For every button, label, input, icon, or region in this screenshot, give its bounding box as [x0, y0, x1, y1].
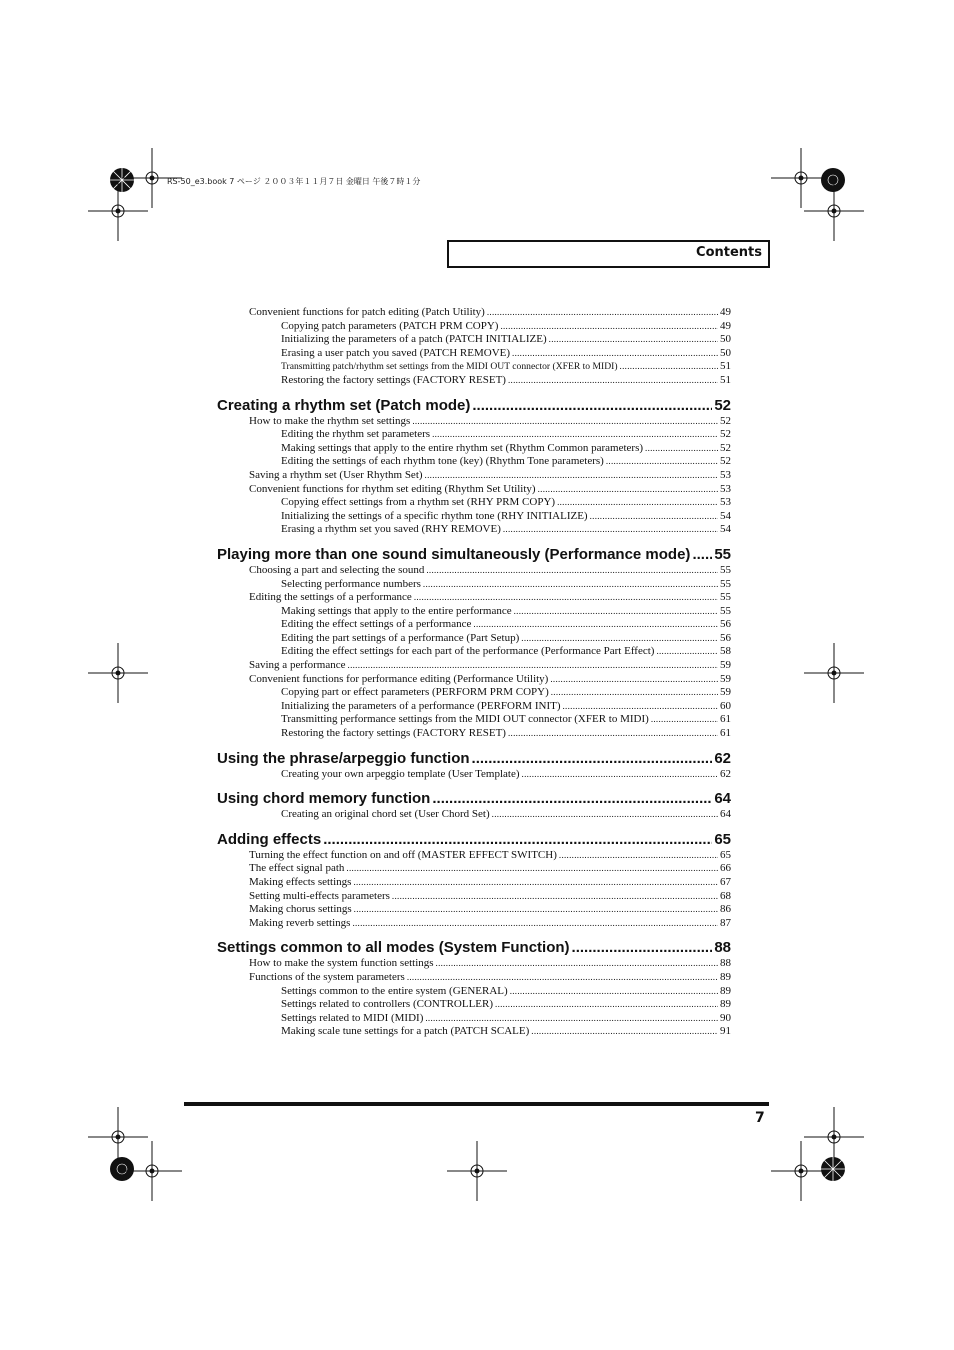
toc-entry — [217, 876, 731, 890]
toc-entry — [217, 306, 731, 320]
toc-entry-page: 55 — [720, 604, 731, 617]
crosshair-mark-middle-right — [804, 643, 864, 703]
toc-entry-page: 62 — [714, 749, 731, 767]
toc-entry — [217, 347, 731, 361]
toc-entry — [217, 659, 731, 673]
toc-leader-dots — [432, 428, 718, 442]
toc-section-heading — [217, 830, 731, 849]
toc-entry-title: Convenient functions for performance editing (Performance Utility) — [249, 672, 549, 685]
crosshair-mark-middle-left — [88, 643, 148, 703]
toc-entry-title: Editing the part settings of a performance (Part Setup) — [281, 631, 520, 644]
toc-entry-page: 53 — [720, 482, 731, 495]
toc-leader-dots — [354, 903, 718, 917]
toc-entry-title: Making settings that apply to the entire rhythm set (Rhythm Common parameters) — [281, 441, 644, 454]
toc-entry-page: 50 — [720, 333, 731, 346]
toc-entry — [217, 890, 731, 904]
toc-leader-dots — [414, 591, 718, 605]
toc-entry-title: Making effects settings — [249, 876, 352, 888]
toc-leader-dots — [346, 862, 718, 876]
table-of-contents — [217, 306, 731, 1039]
toc-entry-title: Editing the effect settings of a performance — [281, 618, 472, 631]
toc-section-heading — [217, 396, 731, 415]
toc-entry — [217, 808, 731, 822]
toc-leader-dots — [692, 545, 712, 564]
toc-entry-title: Editing the effect settings for each part of the performance (Performance Part Effect) — [281, 645, 655, 658]
footer-rule — [184, 1102, 769, 1106]
toc-entry-title: Creating an original chord set (User Chord Set) — [281, 808, 490, 821]
toc-entry-title: Copying effect settings from a rhythm set (RHY PRM COPY) — [281, 496, 556, 509]
toc-entry-page: 52 — [720, 455, 731, 468]
toc-entry-page: 54 — [720, 509, 731, 522]
toc-entry-page: 53 — [720, 496, 731, 509]
toc-leader-dots — [323, 830, 712, 849]
toc-leader-dots — [559, 849, 718, 863]
toc-entry-page: 52 — [714, 396, 731, 414]
toc-entry — [217, 713, 731, 727]
toc-leader-dots — [352, 917, 718, 931]
toc-leader-dots — [572, 938, 713, 957]
toc-entry-page: 51 — [720, 373, 731, 386]
toc-leader-dots — [606, 455, 718, 469]
toc-entry-page: 89 — [720, 984, 731, 997]
toc-entry — [217, 591, 731, 605]
toc-entry-page: 50 — [720, 346, 731, 359]
print-slug: RS-50_e3.book 7 ページ ２００３年１１月７日 金曜日 午後７時１分 — [167, 177, 421, 186]
toc-entry-title: Transmitting performance settings from the MIDI OUT connector (XFER to MIDI) — [281, 713, 649, 726]
toc-section-heading — [217, 749, 731, 768]
toc-entry-page: 55 — [720, 577, 731, 590]
toc-entry-page: 65 — [720, 848, 731, 861]
toc-entry-page: 54 — [720, 523, 731, 536]
toc-leader-dots — [645, 442, 718, 456]
toc-entry-title: The effect signal path — [249, 862, 345, 875]
toc-entry-page: 64 — [720, 808, 731, 821]
toc-section-heading — [217, 545, 731, 564]
toc-leader-dots — [495, 998, 718, 1012]
header-title: Contents — [696, 245, 762, 260]
toc-entry-title: Initializing the parameters of a performance (PERFORM INIT) — [281, 699, 561, 712]
toc-entry — [217, 360, 731, 374]
toc-entry-page: 86 — [720, 903, 731, 916]
toc-leader-dots — [423, 578, 718, 592]
toc-leader-dots — [426, 564, 718, 578]
toc-entry-page: 89 — [720, 970, 731, 983]
toc-entry-title: Settings related to controllers (CONTROLLER) — [281, 998, 494, 1011]
toc-leader-dots — [549, 333, 718, 347]
toc-entry-page: 52 — [720, 441, 731, 454]
toc-entry-title: Settings common to all modes (System Function) — [217, 939, 570, 957]
toc-entry-page: 52 — [720, 428, 731, 441]
toc-entry-page: 66 — [720, 862, 731, 875]
toc-entry — [217, 442, 731, 456]
toc-entry — [217, 415, 731, 429]
toc-entry-title: Making scale tune settings for a patch (PATCH SCALE) — [281, 1025, 530, 1038]
toc-entry-page: 58 — [720, 645, 731, 658]
toc-entry-page: 88 — [714, 939, 731, 957]
toc-entry-title: Editing the settings of each rhythm tone (key) (Rhythm Tone parameters) — [281, 455, 604, 468]
toc-entry-title: Turning the effect function on and off (MASTER EFFECT SWITCH) — [249, 848, 557, 861]
toc-entry-title: How to make the rhythm set settings — [249, 414, 411, 427]
toc-leader-dots — [407, 971, 718, 985]
toc-entry-page: 90 — [720, 1011, 731, 1024]
toc-entry-page: 53 — [720, 468, 731, 481]
toc-entry-title: Functions of the system parameters — [249, 970, 405, 983]
toc-entry — [217, 469, 731, 483]
crosshair-mark-top-left-lower — [88, 181, 148, 241]
toc-entry — [217, 673, 731, 687]
toc-leader-dots — [551, 686, 718, 700]
toc-leader-dots — [432, 789, 712, 808]
toc-entry-title: Erasing a user patch you saved (PATCH REMOVE) — [281, 346, 511, 359]
toc-entry-page: 68 — [720, 889, 731, 902]
toc-leader-dots — [508, 727, 718, 741]
toc-leader-dots — [392, 890, 718, 904]
toc-leader-dots — [436, 957, 718, 971]
toc-entry — [217, 510, 731, 524]
toc-section-heading — [217, 789, 731, 808]
toc-entry — [217, 496, 731, 510]
toc-entry-title: Adding effects — [217, 830, 322, 848]
toc-leader-dots — [563, 700, 719, 714]
toc-entry-page: 91 — [720, 1025, 731, 1038]
toc-entry — [217, 903, 731, 917]
header-box — [447, 240, 770, 268]
toc-leader-dots — [472, 749, 713, 768]
toc-leader-dots — [514, 605, 718, 619]
toc-leader-dots — [473, 618, 718, 632]
toc-entry — [217, 849, 731, 863]
toc-entry-title: Saving a performance — [249, 659, 346, 672]
toc-leader-dots — [557, 496, 718, 510]
toc-leader-dots — [353, 876, 718, 890]
toc-entry-title: Creating a rhythm set (Patch mode) — [217, 396, 471, 414]
toc-entry — [217, 985, 731, 999]
toc-entry-title: Initializing the parameters of a patch (PATCH INITIALIZE) — [281, 333, 547, 346]
toc-entry — [217, 578, 731, 592]
toc-entry-page: 52 — [720, 414, 731, 427]
crosshair-mark-top-right-lower — [804, 181, 864, 241]
toc-entry-title: Restoring the factory settings (FACTORY RESET) — [281, 373, 506, 386]
toc-leader-dots — [651, 713, 718, 727]
toc-entry — [217, 618, 731, 632]
toc-entry — [217, 645, 731, 659]
toc-entry-title: Using chord memory function — [217, 790, 431, 808]
toc-entry-page: 89 — [720, 998, 731, 1011]
toc-entry-title: Restoring the factory settings (FACTORY RESET) — [281, 727, 506, 740]
toc-entry — [217, 483, 731, 497]
toc-entry-title: Setting multi-effects parameters — [249, 889, 390, 902]
toc-leader-dots — [412, 415, 718, 429]
toc-entry — [217, 917, 731, 931]
toc-leader-dots — [538, 483, 718, 497]
toc-entry-page: 55 — [714, 545, 731, 563]
toc-entry-title: Transmitting patch/rhythm set settings from the MIDI OUT connector (XFER to MIDI) — [281, 361, 618, 373]
toc-entry-title: Editing the rhythm set parameters — [281, 428, 431, 441]
toc-leader-dots — [492, 808, 718, 822]
toc-entry-title: Playing more than one sound simultaneously (Performance mode) — [217, 545, 691, 563]
toc-leader-dots — [500, 320, 718, 334]
toc-entry-title: Selecting performance numbers — [281, 577, 421, 590]
toc-section-heading — [217, 938, 731, 957]
toc-entry-page: 51 — [720, 360, 731, 373]
page-number: 7 — [755, 1110, 765, 1126]
toc-entry-page: 59 — [720, 672, 731, 685]
toc-leader-dots — [348, 659, 718, 673]
toc-entry-title: Making chorus settings — [249, 903, 352, 916]
toc-entry-page: 87 — [720, 916, 731, 929]
toc-entry-page: 55 — [720, 563, 731, 576]
toc-entry-title: Creating your own arpeggio template (User Template) — [281, 767, 520, 780]
toc-entry — [217, 523, 731, 537]
toc-entry — [217, 700, 731, 714]
toc-entry — [217, 957, 731, 971]
toc-leader-dots — [510, 985, 718, 999]
crosshair-mark-bottom-center — [447, 1141, 507, 1201]
toc-entry — [217, 564, 731, 578]
toc-entry — [217, 998, 731, 1012]
toc-leader-dots — [487, 306, 718, 320]
toc-entry-page: 49 — [720, 306, 731, 318]
toc-entry-title: How to make the system function settings — [249, 957, 434, 970]
toc-leader-dots — [425, 469, 718, 483]
toc-entry-title: Making settings that apply to the entire performance — [281, 604, 512, 617]
toc-entry-page: 56 — [720, 618, 731, 631]
toc-entry-title: Choosing a part and selecting the sound — [249, 563, 425, 576]
registration-mark-bottom-right-circle — [803, 1139, 863, 1199]
toc-entry-page: 61 — [720, 713, 731, 726]
toc-entry-page: 60 — [720, 699, 731, 712]
toc-entry-page: 67 — [720, 876, 731, 888]
toc-entry — [217, 428, 731, 442]
toc-entry-title: Settings related to MIDI (MIDI) — [281, 1011, 424, 1024]
toc-entry-page: 62 — [720, 767, 731, 780]
toc-entry — [217, 333, 731, 347]
toc-leader-dots — [508, 374, 718, 388]
toc-entry-title: Convenient functions for rhythm set editing (Rhythm Set Utility) — [249, 482, 536, 495]
toc-entry-page: 61 — [720, 727, 731, 740]
toc-entry-title: Using the phrase/arpeggio function — [217, 749, 470, 767]
toc-entry-title: Copying part or effect parameters (PERFORM PRM COPY) — [281, 686, 549, 699]
toc-entry-page: 49 — [720, 319, 731, 332]
toc-leader-dots — [550, 673, 718, 687]
toc-entry-page: 64 — [714, 790, 731, 808]
toc-leader-dots — [620, 360, 718, 374]
toc-entry — [217, 605, 731, 619]
toc-entry — [217, 768, 731, 782]
toc-leader-dots — [521, 632, 718, 646]
toc-entry — [217, 862, 731, 876]
toc-entry-page: 59 — [720, 686, 731, 699]
toc-entry-title: Making reverb settings — [249, 916, 351, 929]
toc-entry — [217, 455, 731, 469]
toc-leader-dots — [522, 768, 718, 782]
toc-leader-dots — [656, 645, 718, 659]
crosshair-mark-bottom-left — [122, 1141, 182, 1201]
toc-leader-dots — [472, 396, 712, 415]
toc-leader-dots — [425, 1012, 718, 1026]
toc-entry-page: 56 — [720, 631, 731, 644]
toc-entry — [217, 971, 731, 985]
toc-entry — [217, 1025, 731, 1039]
toc-entry-title: Saving a rhythm set (User Rhythm Set) — [249, 468, 423, 481]
toc-entry-page: 65 — [714, 830, 731, 848]
toc-entry-title: Erasing a rhythm set you saved (RHY REMOVE) — [281, 523, 501, 536]
toc-entry-title: Convenient functions for patch editing (Patch Utility) — [249, 306, 485, 318]
toc-entry-title: Copying patch parameters (PATCH PRM COPY) — [281, 319, 499, 332]
toc-entry — [217, 1012, 731, 1026]
toc-leader-dots — [512, 347, 718, 361]
toc-entry-page: 59 — [720, 659, 731, 672]
toc-entry-title: Settings common to the entire system (GENERAL) — [281, 984, 508, 997]
toc-leader-dots — [503, 523, 718, 537]
toc-entry — [217, 320, 731, 334]
toc-entry-title: Initializing the settings of a specific rhythm tone (RHY INITIALIZE) — [281, 509, 588, 522]
toc-entry-title: Editing the settings of a performance — [249, 591, 412, 604]
toc-entry-page: 88 — [720, 957, 731, 970]
toc-entry — [217, 727, 731, 741]
toc-entry — [217, 374, 731, 388]
toc-leader-dots — [531, 1025, 718, 1039]
toc-leader-dots — [590, 510, 718, 524]
toc-entry — [217, 632, 731, 646]
toc-entry-page: 55 — [720, 591, 731, 604]
toc-entry — [217, 686, 731, 700]
